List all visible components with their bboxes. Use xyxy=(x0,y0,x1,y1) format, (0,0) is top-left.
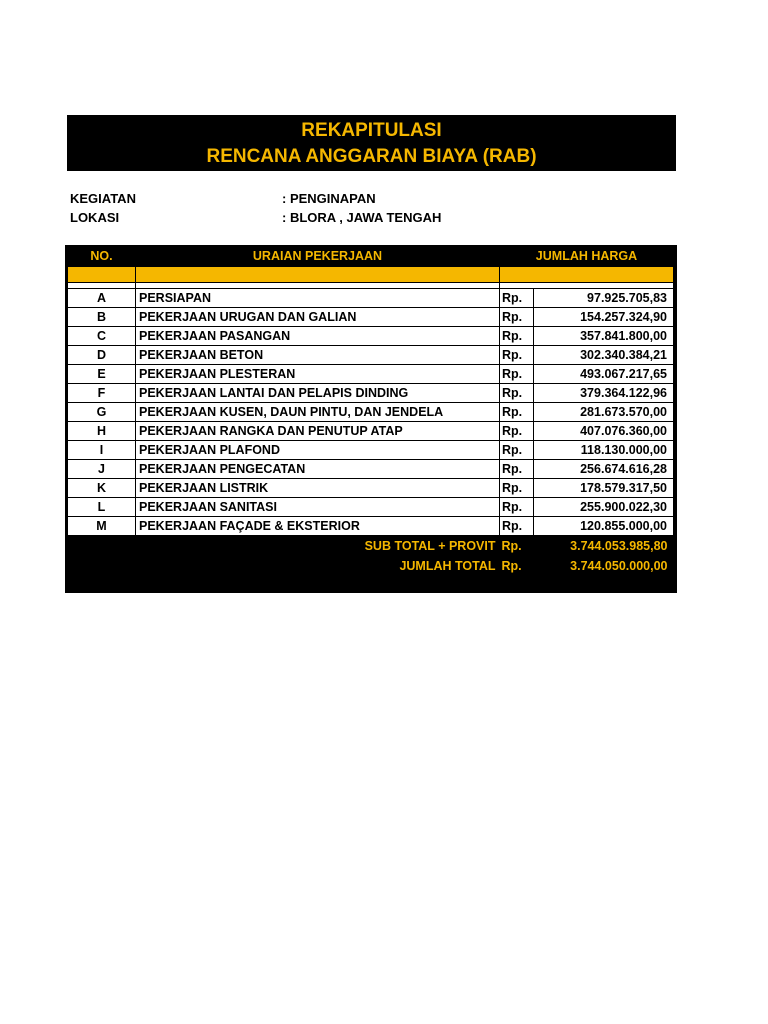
row-currency: Rp. xyxy=(500,327,534,346)
row-currency: Rp. xyxy=(500,479,534,498)
table-row xyxy=(68,460,674,479)
row-description: PEKERJAAN SANITASI xyxy=(136,498,500,517)
header-uraian: URAIAN PEKERJAAN xyxy=(136,245,500,267)
row-currency: Rp. xyxy=(500,346,534,365)
table-header-row xyxy=(68,245,674,267)
rab-table xyxy=(67,245,674,576)
row-amount: 281.673.570,00 xyxy=(534,403,674,422)
row-amount: 178.579.317,50 xyxy=(534,479,674,498)
row-no: G xyxy=(68,403,136,422)
table-row xyxy=(68,384,674,403)
table-row xyxy=(68,403,674,422)
row-no: I xyxy=(68,441,136,460)
table-row xyxy=(68,365,674,384)
row-description: PERSIAPAN xyxy=(136,289,500,308)
total-label: JUMLAH TOTAL xyxy=(68,556,500,576)
row-description: PEKERJAAN KUSEN, DAUN PINTU, DAN JENDELA xyxy=(136,403,500,422)
document-title-band xyxy=(67,115,676,171)
row-currency: Rp. xyxy=(500,498,534,517)
row-currency: Rp. xyxy=(500,365,534,384)
table-row xyxy=(68,517,674,536)
row-amount: 357.841.800,00 xyxy=(534,327,674,346)
kegiatan-value: : PENGINAPAN xyxy=(282,191,376,206)
total-row xyxy=(68,536,674,557)
row-no: A xyxy=(68,289,136,308)
row-no: M xyxy=(68,517,136,536)
row-currency: Rp. xyxy=(500,441,534,460)
total-label: SUB TOTAL + PROVIT xyxy=(68,536,500,557)
row-description: PEKERJAAN PLESTERAN xyxy=(136,365,500,384)
total-amount: 3.744.050.000,00 xyxy=(534,556,674,576)
row-amount: 120.855.000,00 xyxy=(534,517,674,536)
lokasi-label: LOKASI xyxy=(70,210,120,225)
rab-table-container xyxy=(65,245,677,593)
meta-lokasi xyxy=(70,210,442,225)
total-currency: Rp. xyxy=(500,556,534,576)
row-no: H xyxy=(68,422,136,441)
row-description: PEKERJAAN PLAFOND xyxy=(136,441,500,460)
row-description: PEKERJAAN LISTRIK xyxy=(136,479,500,498)
meta-kegiatan xyxy=(70,191,376,206)
lokasi-value: : BLORA , JAWA TENGAH xyxy=(282,210,442,225)
kegiatan-label: KEGIATAN xyxy=(70,191,136,206)
row-description: PEKERJAAN BETON xyxy=(136,346,500,365)
header-no: NO. xyxy=(68,245,136,267)
row-no: L xyxy=(68,498,136,517)
row-no: F xyxy=(68,384,136,403)
row-no: D xyxy=(68,346,136,365)
row-amount: 97.925.705,83 xyxy=(534,289,674,308)
row-amount: 407.076.360,00 xyxy=(534,422,674,441)
row-description: PEKERJAAN PASANGAN xyxy=(136,327,500,346)
row-currency: Rp. xyxy=(500,517,534,536)
row-amount: 302.340.384,21 xyxy=(534,346,674,365)
row-description: PEKERJAAN FAÇADE & EKSTERIOR xyxy=(136,517,500,536)
title-line-1: REKAPITULASI xyxy=(301,120,442,141)
row-amount: 379.364.122,96 xyxy=(534,384,674,403)
row-amount: 118.130.000,00 xyxy=(534,441,674,460)
row-currency: Rp. xyxy=(500,403,534,422)
row-no: C xyxy=(68,327,136,346)
row-description: PEKERJAAN PENGECATAN xyxy=(136,460,500,479)
total-amount: 3.744.053.985,80 xyxy=(534,536,674,557)
row-no: K xyxy=(68,479,136,498)
row-amount: 256.674.616,28 xyxy=(534,460,674,479)
row-currency: Rp. xyxy=(500,460,534,479)
row-amount: 154.257.324,90 xyxy=(534,308,674,327)
table-row xyxy=(68,479,674,498)
row-description: PEKERJAAN RANGKA DAN PENUTUP ATAP xyxy=(136,422,500,441)
table-row xyxy=(68,441,674,460)
table-row xyxy=(68,422,674,441)
row-currency: Rp. xyxy=(500,289,534,308)
row-amount: 493.067.217,65 xyxy=(534,365,674,384)
header-jumlah: JUMLAH HARGA xyxy=(500,245,674,267)
table-row xyxy=(68,308,674,327)
row-currency: Rp. xyxy=(500,422,534,441)
table-row xyxy=(68,289,674,308)
table-row xyxy=(68,498,674,517)
table-row xyxy=(68,327,674,346)
row-no: J xyxy=(68,460,136,479)
row-currency: Rp. xyxy=(500,384,534,403)
table-row xyxy=(68,346,674,365)
total-row xyxy=(68,556,674,576)
row-description: PEKERJAAN LANTAI DAN PELAPIS DINDING xyxy=(136,384,500,403)
row-description: PEKERJAAN URUGAN DAN GALIAN xyxy=(136,308,500,327)
row-currency: Rp. xyxy=(500,308,534,327)
row-no: B xyxy=(68,308,136,327)
header-filler-row xyxy=(68,267,674,283)
row-amount: 255.900.022,30 xyxy=(534,498,674,517)
title-line-2: RENCANA ANGGARAN BIAYA (RAB) xyxy=(206,146,537,167)
row-no: E xyxy=(68,365,136,384)
total-currency: Rp. xyxy=(500,536,534,557)
